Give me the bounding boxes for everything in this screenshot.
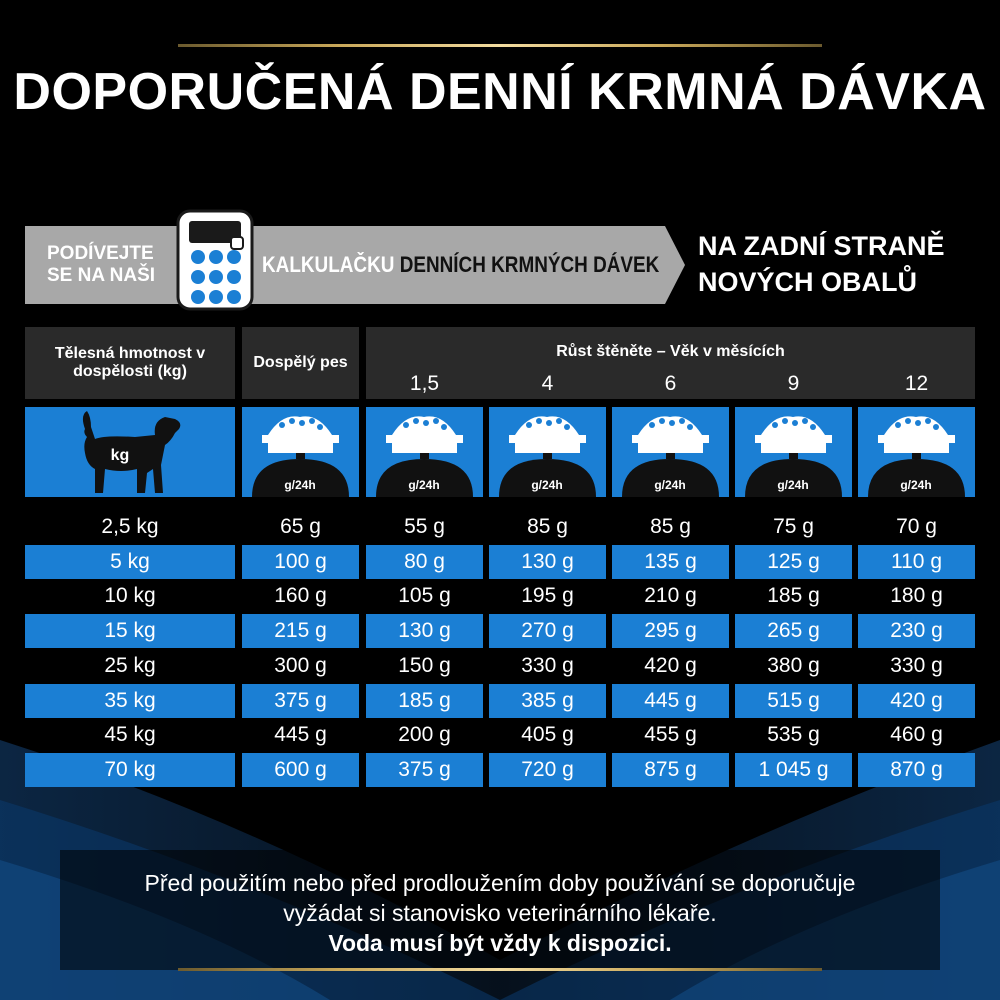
banner-right-line1: NA ZADNÍ STRANĚ [698,231,945,261]
table-cell-amount: 600 g [242,753,359,787]
table-cell-amount: 330 g [890,653,943,677]
table-cell-weight: 2,5 kg [101,515,159,538]
table-cell-amount: 105 g [398,584,451,608]
table-cell-amount: 100 g [242,545,359,579]
month-label: 9 [787,372,800,395]
table-cell-amount: 875 g [612,753,729,787]
table-cell-amount: 380 g [767,653,820,677]
table-cell-weight: 10 kg [104,584,156,608]
bowl-icon-label: g/24h [654,478,686,492]
table-cell-amount: 150 g [398,653,451,677]
food-bowl-icon [735,407,852,497]
bowl-icon-label: g/24h [777,478,809,492]
banner-main-dark: DENNÍCH KRMNÝCH DÁVEK [399,252,660,277]
table-cell-weight: 70 kg [25,753,235,787]
header-adult-label: Dospělý pes [253,354,348,371]
table-cell-weight: 5 kg [25,545,235,579]
table-cell-amount: 405 g [521,723,574,747]
table-cell-amount: 55 g [404,515,445,538]
bowl-icon-box [242,407,359,497]
table-cell-amount: 535 g [767,723,820,747]
table-cell-amount: 1 045 g [735,753,852,787]
table-cell-amount: 330 g [521,653,574,677]
table-cell-amount: 455 g [644,723,697,747]
banner-right-note [698,228,945,300]
table-cell-amount: 85 g [527,515,568,538]
bowl-icon-label: g/24h [408,478,440,492]
table-cell-amount: 385 g [489,684,606,718]
month-label: 4 [541,372,554,395]
table-cell-amount: 215 g [242,614,359,648]
table-cell-amount: 195 g [521,584,574,608]
table-cell-amount: 265 g [735,614,852,648]
bowl-icon-box [612,407,729,497]
header-puppy-label: Růst štěněte – Věk v měsících [556,343,785,360]
top-gold-divider [178,44,822,47]
table-cell-amount: 375 g [366,753,483,787]
bowl-icon-box [489,407,606,497]
table-cell-amount: 125 g [735,545,852,579]
dog-icon-label: kg [110,447,130,464]
table-cell-amount: 420 g [644,653,697,677]
table-cell-amount: 130 g [489,545,606,579]
table-cell-amount: 210 g [644,584,697,608]
dog-icon-box [25,407,235,497]
table-cell-amount: 110 g [858,545,975,579]
food-bowl-icon [858,407,975,497]
table-cell-amount: 185 g [366,684,483,718]
table-cell-weight: 25 kg [104,653,156,677]
bowl-icon-label: g/24h [900,478,932,492]
table-cell-amount: 420 g [858,684,975,718]
table-cell-amount: 870 g [858,753,975,787]
food-bowl-icon [366,407,483,497]
bowl-icon-label: g/24h [284,478,316,492]
table-cell-amount: 295 g [612,614,729,648]
table-cell-amount: 85 g [650,515,691,538]
table-cell-amount: 445 g [274,723,327,747]
table-cell-amount: 720 g [489,753,606,787]
footer-line1: Před použitím nebo před prodloužením doby používání se doporučuje [144,870,856,896]
bowl-icon-box [858,407,975,497]
banner-main-white: KALKULAČKU [262,252,395,277]
month-label: 1,5 [409,372,440,395]
banner-left-text: PODÍVEJTE SE NA NAŠI [47,243,156,286]
bottom-gold-divider [178,968,822,971]
page-title: DOPORUČENÁ DENNÍ KRMNÁ DÁVKA [13,63,987,121]
month-label: 6 [664,372,677,395]
table-cell-amount: 375 g [242,684,359,718]
food-bowl-icon [612,407,729,497]
footer-line3: Voda musí být vždy k dispozici. [328,930,672,956]
table-cell-amount: 160 g [274,584,327,608]
table-cell-amount: 185 g [767,584,820,608]
table-cell-amount: 460 g [890,723,943,747]
footer-line2: vyžádat si stanovisko veterinárního lékaře. [283,900,717,926]
table-cell-weight: 45 kg [104,723,156,747]
bowl-icon-box [366,407,483,497]
food-bowl-icon [242,407,359,497]
footer-note [0,868,1000,958]
table-cell-amount: 300 g [274,653,327,677]
table-cell-amount: 135 g [612,545,729,579]
table-cell-amount: 130 g [366,614,483,648]
table-cell-amount: 65 g [280,515,321,538]
table-cell-amount: 75 g [773,515,814,538]
food-bowl-icon [489,407,606,497]
table-cell-amount: 230 g [858,614,975,648]
table-cell-amount: 515 g [735,684,852,718]
dog-icon [25,407,235,497]
table-cell-amount: 70 g [896,515,937,538]
banner-main-text [262,252,659,278]
calculator-icon [176,209,256,313]
table-cell-amount: 80 g [366,545,483,579]
bowl-icon-label: g/24h [531,478,563,492]
month-label: 12 [904,372,929,395]
table-cell-amount: 180 g [890,584,943,608]
table-cell-amount: 200 g [398,723,451,747]
table-cell-amount: 270 g [489,614,606,648]
bowl-icon-box [735,407,852,497]
banner-right-line2: NOVÝCH OBALŮ [698,267,918,297]
table-cell-weight: 15 kg [25,614,235,648]
table-cell-weight: 35 kg [25,684,235,718]
header-weight-label: Tělesná hmotnost v dospělosti (kg) [54,345,206,380]
table-cell-amount: 445 g [612,684,729,718]
